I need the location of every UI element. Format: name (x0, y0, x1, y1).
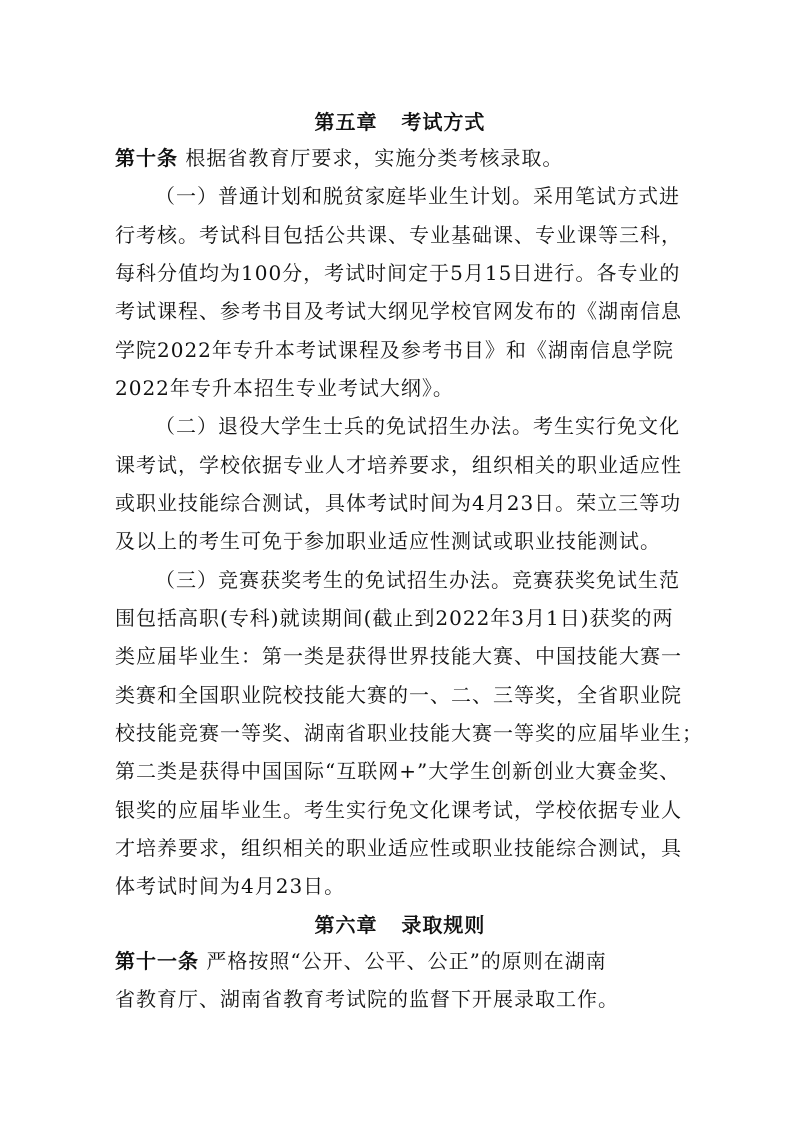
para1-line-5: 学院2022年专升本考试课程及参考书目》和《湖南信息学院 (115, 338, 674, 362)
article-10-text: 根据省教育厅要求，实施分类考核录取。 (178, 146, 564, 170)
para3-line-6: 第二类是获得中国国际“互联网+”大学生创新创业大赛金奖、 (115, 759, 681, 783)
para1-line-1: （一）普通计划和脱贫家庭毕业生计划。采用笔试方式进 (155, 184, 680, 208)
para1-line-6: 2022年专升本招生专业考试大纲》。 (115, 376, 454, 400)
para3-line-5: 校技能竞赛一等奖、湖南省职业技能大赛一等奖的应届毕业生； (115, 721, 703, 745)
para1-line-2: 行考核。考试科目包括公共课、专业基础课、专业课等三科， (115, 223, 682, 247)
article-11-text: 严格按照“公开、公平、公正”的原则在湖南 (199, 949, 607, 973)
para3-line-9: 体考试时间为4月23日。 (115, 874, 346, 898)
para3-line-7: 银奖的应届毕业生。考生实行免文化课考试，学校依据专业人 (115, 798, 682, 822)
para3-line-4: 类赛和全国职业院校技能大赛的一、二、三等奖，全省职业院 (115, 683, 682, 707)
para2-line-2: 课考试，学校依据专业人才培养要求，组织相关的职业适应性 (115, 453, 682, 477)
article-11-line (115, 947, 695, 975)
para3-line-8: 才培养要求，组织相关的职业适应性或职业技能综合测试，具 (115, 836, 682, 860)
para3-line-2: 围包括高职(专科)就读期间(截止到2022年3月1日)获奖的两 (115, 606, 674, 630)
para2-line-4: 及以上的考生可免于参加职业适应性测试或职业技能测试。 (115, 529, 661, 553)
chapter-6-title: 第六章 录取规则 (314, 913, 486, 937)
para1-line-4: 考试课程、参考书目及考试大纲见学校官网发布的《湖南信息 (115, 299, 682, 323)
article-10-label: 第十条 (115, 146, 178, 170)
chapter-5-title: 第五章 考试方式 (314, 110, 486, 134)
para2-line-1: （二）退役大学生士兵的免试招生办法。考生实行免文化 (155, 414, 680, 438)
article-10-line (115, 144, 695, 172)
article-11-line-2: 省教育厅、湖南省教育考试院的监督下开展录取工作。 (115, 987, 619, 1011)
para2-line-3: 或职业技能综合测试，具体考试时间为4月23日。荣立三等功 (115, 491, 682, 515)
para3-line-3: 类应届毕业生：第一类是获得世界技能大赛、中国技能大赛一 (115, 644, 682, 668)
para3-line-1: （三）竞赛获奖考生的免试招生办法。竞赛获奖免试生范 (155, 568, 680, 592)
article-11-label: 第十一条 (115, 949, 199, 973)
para1-line-3: 每科分值均为100分，考试时间定于5月15日进行。各专业的 (115, 261, 681, 285)
